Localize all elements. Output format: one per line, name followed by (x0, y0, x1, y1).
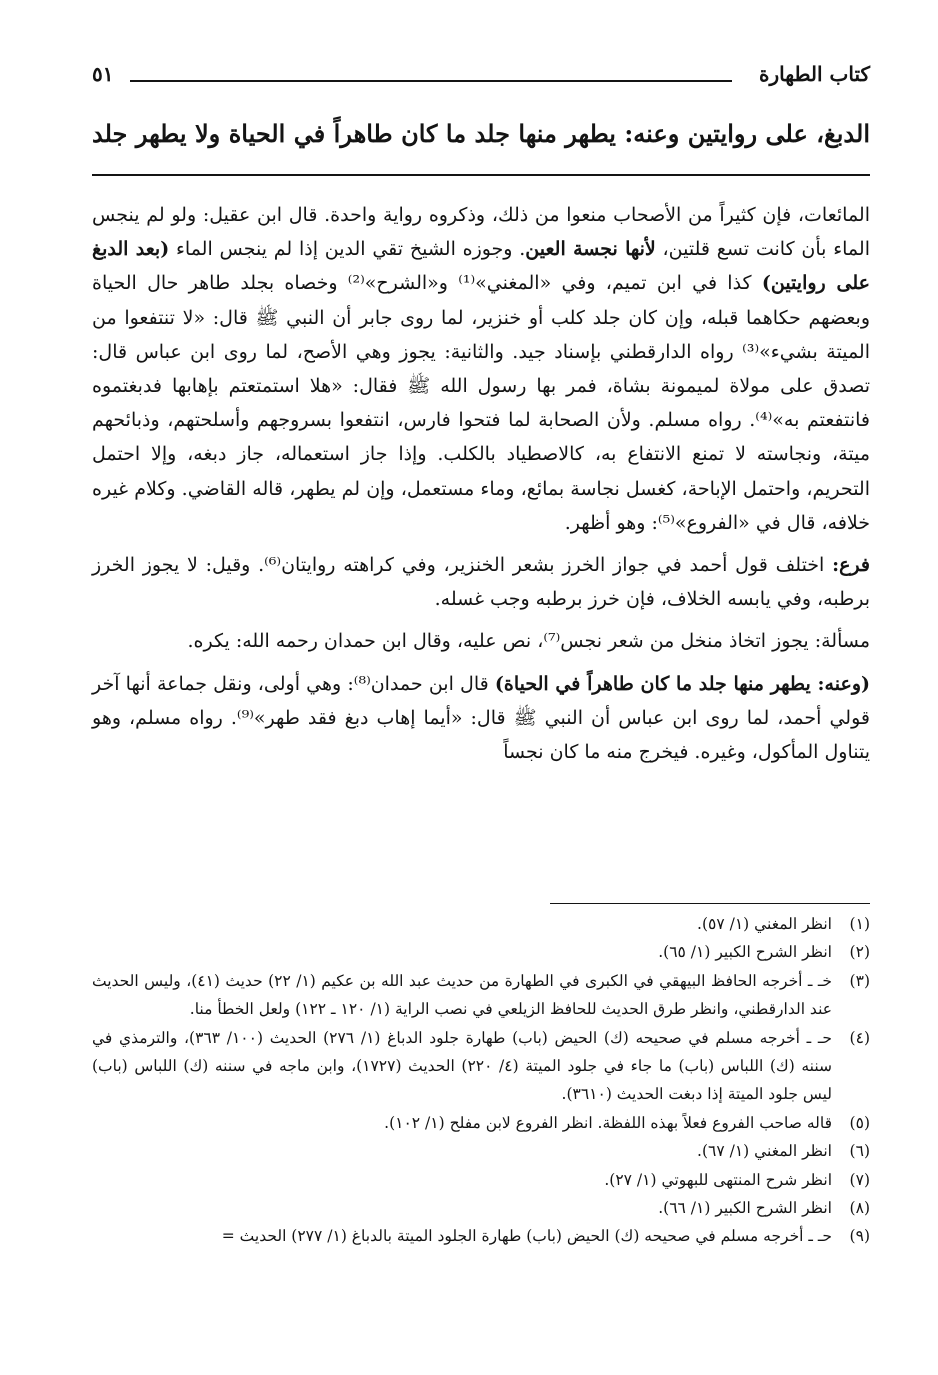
footnotes (92, 910, 870, 1251)
page-number: ٥١ (92, 62, 114, 86)
header-rule (130, 80, 732, 82)
p4-text-b: قال ابن حمدان⁽⁸⁾: وهي أولى، ونقل جماعة أنها آخر قولي أحمد، لما روى ابن عباس أن النبي ﷺ قال: «أيما إهاب دبغ فقد طهر»⁽⁹⁾. رواه مسلم، وهو يتناول المأكول، وغيره. فيخرج منه ما كان نجساً (92, 672, 870, 764)
footnote-number: (٩) (849, 1227, 870, 1246)
footnote-number: (٦) (849, 1142, 870, 1161)
far-label: فرع: (832, 554, 870, 577)
footnote-number: (٥) (849, 1113, 870, 1132)
p3-text: مسألة: يجوز اتخاذ منخل من شعر نجس⁽⁷⁾، نص عليه، وقال ابن حمدان رحمه الله: يكره. (187, 630, 870, 653)
matn-text: الدبغ، على روايتين وعنه: يطهر منها جلد ما كان طاهراً في الحياة ولا يطهر جلد (92, 119, 870, 148)
commentary-paragraph-3 (92, 624, 870, 658)
footnote (92, 1137, 870, 1165)
commentary (92, 198, 870, 769)
p1-text-a: المائعات، فإن كثيراً من الأصحاب منعوا من ذلك، وذكروه رواية واحدة. قال ابن عقيل: ولو لم ينجس الماء بأن كانت تسع قلتين، (92, 204, 870, 261)
commentary-paragraph-2 (92, 548, 870, 616)
p1-bold-b: لأنها نجسة العين (525, 238, 656, 261)
footnote (92, 1109, 870, 1137)
commentary-paragraph-1 (92, 198, 870, 540)
p1-text-e: كذا في ابن تميم، وفي «المغني»⁽¹⁾ و«الشرح»⁽²⁾ وخصاه بجلد طاهر حال الحياة وبعضهم حكاهما قبله، وإن كان جلد كلب أو خنزير، لما روى جابر أن النبي ﷺ قال: «لا تنتفعوا من الميتة بشيء»⁽³⁾ رواه الدارقطني بإسناد جيد. والثانية: يجوز وهي الأصح، لما روى ابن عباس قال: تصدق على مولاة لميمونة بشاة، فمر بها رسول الله ﷺ فقال: «هلا استمتعتم بإهابها فدبغتموه فانتفعتم به»⁽⁴⁾. رواه مسلم. ولأن الصحابة لما فتحوا فارس، انتفعوا بسروجهم وأسلحتهم، وذبائحهم ميتة، ونجاسته لا تمنع الانتفاع به، كالاصطياد بالكلب. وإذا جاز استعماله، جاز دبغه، وإلا احتمل التحريم، واحتمل الإباحة، كغسل نجاسة بمائع، وماء مستعمل، وإن لم يطهر، قاله القاضي. وكلام غيره خلافه، قال في «الفروع»⁽⁵⁾: وهو أظهر. (92, 272, 871, 534)
book-title: كتاب الطهارة (759, 62, 870, 86)
footnote-number: (٣) (849, 971, 870, 990)
footnote-text: انظر شرح المنتهى للبهوتي (١/ ٢٧). (604, 1170, 832, 1189)
p2-text: اختلف قول أحمد في جواز الخرز بشعر الخنزير، وفي كراهته روايتان⁽⁶⁾. وقيل: لا يجوز الخرز برطبه، وفي يابسه الخلاف، فإن خرز برطبه وجب غسله. (92, 554, 870, 611)
footnote (92, 1166, 870, 1194)
footnote-number: (٨) (849, 1199, 870, 1218)
footnote (92, 1222, 870, 1250)
running-header (92, 62, 870, 88)
footnote (92, 910, 870, 938)
p1-bold-d: (بعد الدبغ على روايتين) (92, 238, 870, 295)
matn-rule (92, 174, 870, 176)
footnote-number: (١) (849, 915, 870, 933)
footnote-text: حـ ـ أخرجه مسلم في صحيحه (ك) الحيض (باب) طهارة الجلود الميتة بالدباغ (١/ ٢٧٧) الحديث = (221, 1227, 832, 1246)
footnote-number: (٤) (849, 1028, 870, 1047)
footnote-text: قاله صاحب الفروع فعلاً بهذه اللفظة. انظر الفروع لابن مفلح (١/ ١٠٢). (384, 1113, 832, 1132)
footnote (92, 967, 870, 1024)
footnote-text: انظر المغني (١/ ٥٧). (697, 915, 832, 933)
footnote-text: حـ ـ أخرجه مسلم في صحيحه (ك) الحيض (باب) طهارة جلود الدباغ (١/ ٢٧٦) الحديث (١٠٠/ ٣٦٣)، والترمذي في سننه (ك) اللباس (باب) ما جاء في جلود الميتة (٤/ ٢٢٠) الحديث (١٧٢٧)، وابن ماجه في سننه (ك) اللباس (باب) ليس جلود الميتة إذا دبغت الحديث (٣٦١٠). (92, 1028, 832, 1104)
p4-bold-a: (وعنه: يطهر منها جلد ما كان طاهراً في الحياة) (494, 672, 870, 695)
footnote-text: انظر الشرح الكبير (١/ ٦٦). (658, 1199, 832, 1218)
footnote-text: انظر الشرح الكبير (١/ ٦٥). (658, 943, 832, 962)
footnote (92, 1194, 870, 1222)
footnote-text: خـ ـ أخرجه الحافظ البيهقي في الكبرى في الطهارة من حديث عبد الله بن عكيم (١/ ٢٢) حديث (٤١)، وليس الحديث عند الدارقطني، وانظر طرق الحديث للحافظ الزيلعي في نصب الراية (١/ ١٢٠ ـ ١٢٢) ولعل الخطأ منا. (92, 971, 832, 1019)
p1-text-c: . وجوزه الشيخ تقي الدين إذا لم ينجس الماء (169, 238, 526, 261)
footnote-text: انظر المغني (١/ ٦٧). (697, 1142, 832, 1161)
footnote-rule (550, 903, 870, 904)
footnote-number: (٧) (849, 1170, 870, 1189)
footnote-number: (٢) (849, 943, 870, 962)
footnote (92, 1024, 870, 1109)
commentary-paragraph-4 (92, 667, 870, 770)
footnote (92, 938, 870, 966)
